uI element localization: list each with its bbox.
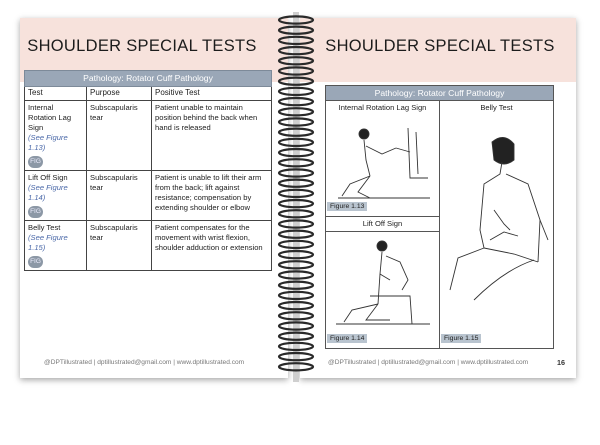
irl-sign-title: Internal Rotation Lag Sign [338,103,427,112]
divider [326,231,439,232]
figure-1-15-label: Figure 1.15 [441,334,481,343]
column-header-positive: Positive Test [152,87,272,101]
spiral-binding-icon [268,12,324,382]
left-page-title: SHOULDER SPECIAL TESTS [27,37,257,55]
table-row [25,221,272,271]
figure-reference: (See Figure 1.14) [28,182,68,202]
figure-pathology-header: Pathology: Rotator Cuff Pathology [326,86,553,100]
belly-test-title: Belly Test [480,103,513,112]
table-row [25,170,272,220]
figure-1-13-illustration [330,118,436,204]
figure-1-13-label: Figure 1.13 [327,202,367,211]
test-name: Lift Off Sign [28,172,68,182]
test-cell [25,221,87,271]
right-page-title: SHOULDER SPECIAL TESTS [325,37,555,55]
figure-1-15-illustration [444,120,550,332]
figure-1-14-illustration [330,234,436,328]
test-cell [25,100,87,170]
test-cell [25,170,87,220]
divider [439,100,440,348]
fig-badge-icon[interactable]: FIG [28,256,43,268]
fig-badge-icon[interactable]: FIG [28,156,43,168]
page-number: 16 [557,358,565,367]
test-name: Belly Test [28,223,61,233]
purpose-cell: Subscapularis tear [87,221,152,271]
left-footer: @DPTillustrated | dptillustrated@gmail.com | www.dptillustrated.com [44,359,245,366]
pathology-header: Pathology: Rotator Cuff Pathology [25,71,272,87]
column-header-purpose: Purpose [87,87,152,101]
column-header-test: Test [25,87,87,101]
right-footer: @DPTillustrated | dptillustrated@gmail.com | www.dptillustrated.com [328,359,529,366]
figure-reference: (See Figure 1.13) [28,132,68,152]
figure-1-14-label: Figure 1.14 [327,334,367,343]
purpose-cell: Subscapularis tear [87,170,152,220]
divider [326,216,439,217]
positive-test-cell: Patient compensates for the movement with wrist flexion, shoulder adduction or extension [152,221,272,271]
positive-test-cell: Patient is unable to lift their arm from the back; lift against resistance; compensation by extending shoulder or elbow [152,170,272,220]
table-row [25,100,272,170]
special-tests-table [24,70,272,271]
fig-badge-icon[interactable]: FIG [28,206,43,218]
figure-reference: (See Figure 1.15) [28,233,68,253]
purpose-cell: Subscapularis tear [87,100,152,170]
lift-off-title: Lift Off Sign [362,219,403,228]
figure-table [325,85,554,349]
test-name: Internal Rotation Lag Sign [28,102,72,132]
positive-test-cell: Patient unable to maintain position behind the back when hand is released [152,100,272,170]
